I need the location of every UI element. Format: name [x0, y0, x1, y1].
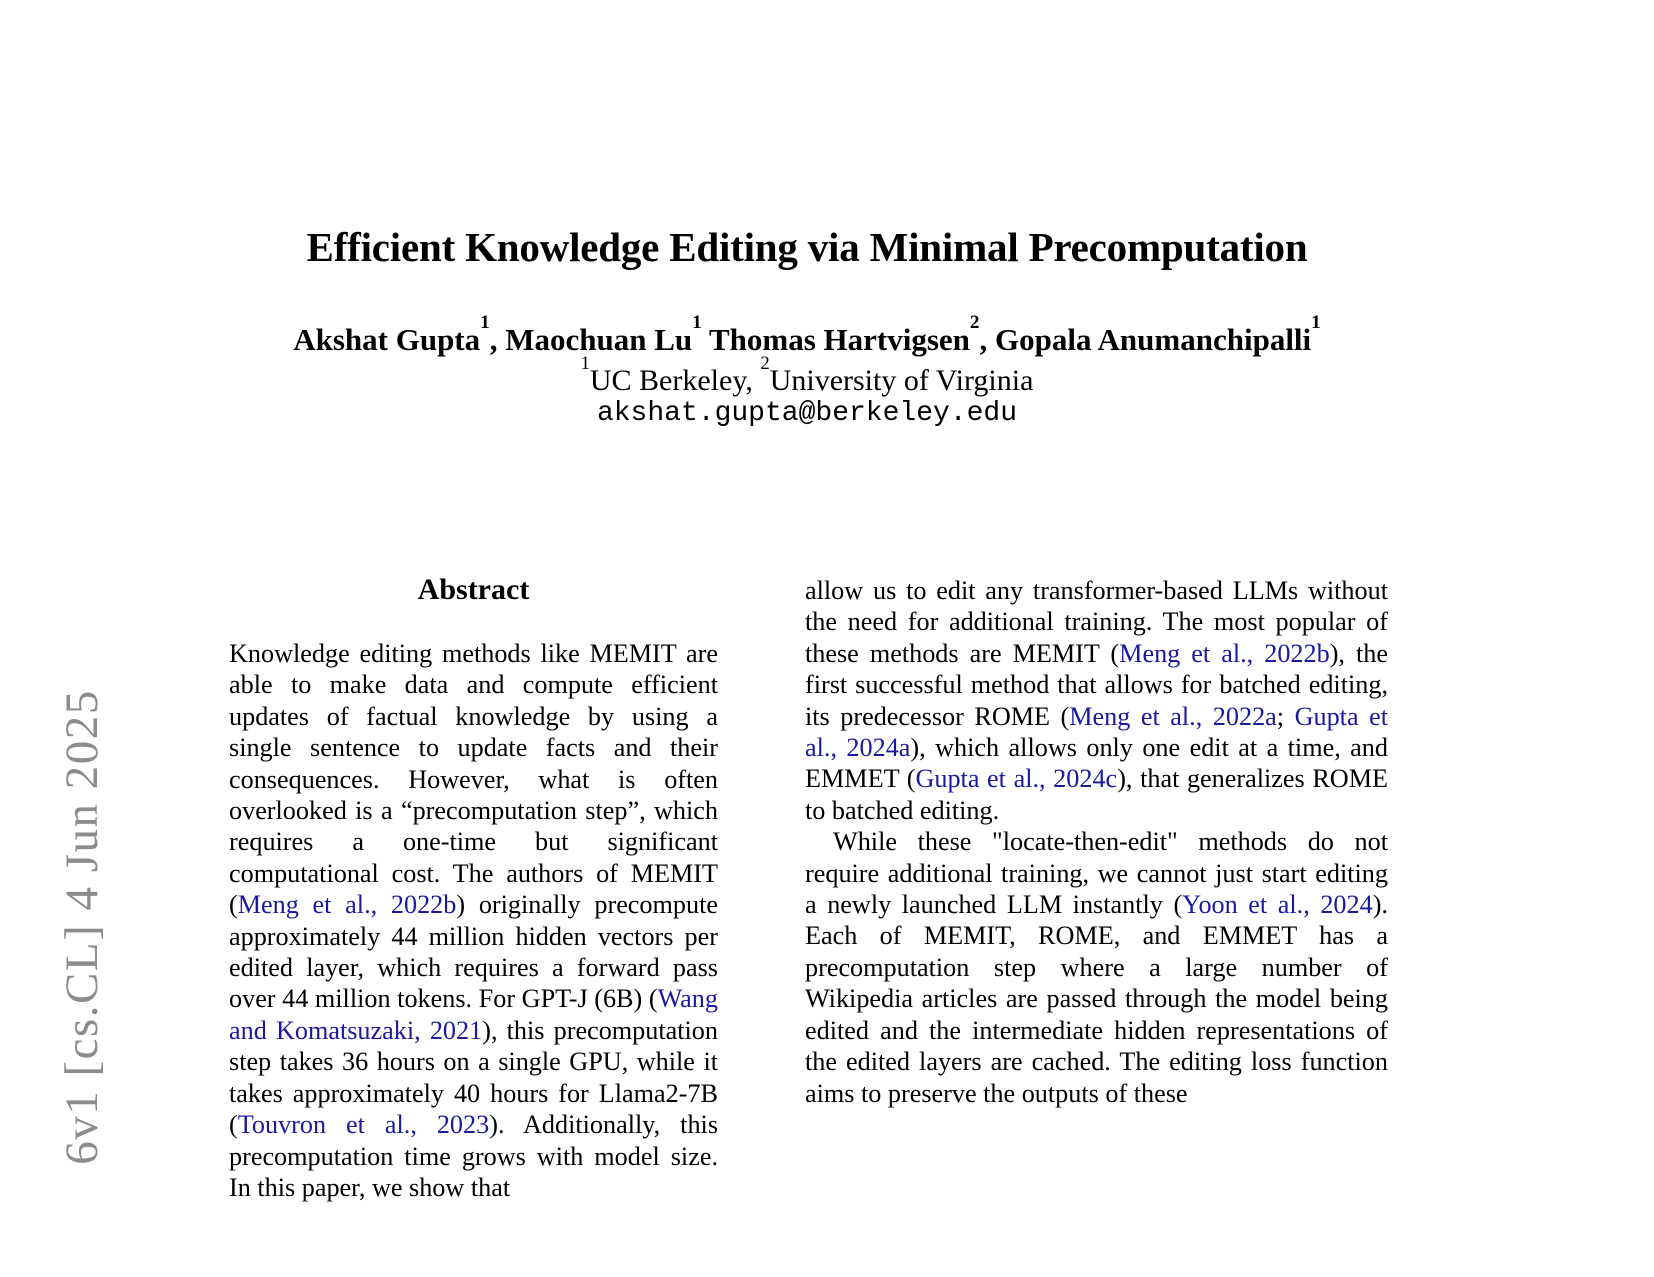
author-separator-2	[702, 322, 709, 357]
author-affiliation-marker-1: 1	[480, 312, 490, 334]
affiliation-marker-2: 2	[760, 352, 770, 374]
author-list	[227, 312, 1387, 360]
abstract-text-3: ), this precomputation step takes 36 hours on a single GPU, while it takes approximately 40 hours for Llama2-7B (	[229, 1015, 718, 1140]
intro-text-2: ), the first successful method that allows for batched editing, its predecessor ROME (	[805, 638, 1388, 731]
intro-paragraph-2	[805, 826, 1388, 1109]
abstract-text-1: Knowledge editing methods like MEMIT are able to make data and compute efficient updates of factual knowledge by using a single sentence to update facts and their consequences. However, what is often overlooked is a “precomputation step”, which requires a one-time but significant computational cost. The authors of MEMIT (	[229, 639, 718, 920]
intro2-text-1: While these "locate-then-edit" methods do not require additional training, we cannot just start editing a newly launched LLM instantly (	[805, 827, 1388, 920]
abstract-text-4: ). Additionally, this precomputation time grows with model size. In this paper, we show that	[229, 1110, 718, 1202]
citation-link-meng-2022b[interactable]: Meng et al., 2022b	[237, 890, 457, 920]
intro-paragraph-1	[805, 575, 1388, 826]
page-title: Efficient Knowledge Editing via Minimal Precomputation	[306, 224, 1308, 271]
citation-link-touvron-2023[interactable]: Touvron et al., 2023	[237, 1110, 490, 1140]
citation-link-gupta-2024c[interactable]: Gupta et al., 2024c	[915, 764, 1118, 794]
affiliation-list	[227, 352, 1387, 400]
author-name-4: Gopala Anumanchipalli	[995, 322, 1312, 357]
citation-link-meng-2022a[interactable]: Meng et al., 2022a	[1069, 701, 1277, 731]
author-name-2: Maochuan Lu	[505, 322, 693, 357]
author-name-1: Akshat Gupta	[293, 322, 481, 357]
author-affiliation-marker-3: 2	[969, 312, 980, 334]
contact-email[interactable]: akshat.gupta@berkeley.edu	[596, 398, 1018, 429]
citation-link-meng-2022b-intro[interactable]: Meng et al., 2022b	[1119, 638, 1330, 668]
left-column	[229, 575, 718, 1241]
citation-link-gupta-2024a[interactable]: Gupta et al., 2024a	[805, 701, 1388, 763]
intro-text-3: ;	[1276, 701, 1295, 731]
intro-text-1: allow us to edit any transformer-based LLMs without the need for additional training. The most popular of these methods are MEMIT (	[805, 576, 1388, 668]
author-name-3: Thomas Hartvigsen	[708, 322, 970, 357]
abstract-text-2: ) originally precompute approximately 44 million hidden vectors per edited layer, which requires a forward pass over 44 million tokens. For GPT-J (6B) (	[229, 890, 718, 1014]
intro2-text-2: ). Each of MEMIT, ROME, and EMMET has a precomputation step where a large number of Wikipedia articles are passed through the model being edited and the intermediate hidden representations of the edited layers are cached. The editing loss function aims to preserve the outputs of these	[805, 890, 1388, 1108]
affiliation-1: UC Berkeley,	[589, 364, 761, 397]
arxiv-identifier-stamp: 6v1 [cs.CL] 4 Jun 2025	[56, 689, 108, 1165]
abstract-paragraph	[229, 638, 718, 1203]
abstract-heading: Abstract	[417, 575, 530, 606]
citation-link-wang-komatsuzaki-2021[interactable]: Wang and Komatsuzaki, 2021	[229, 984, 718, 1045]
right-column	[805, 575, 1388, 1241]
affiliation-2: University of Virginia	[769, 364, 1034, 397]
author-affiliation-marker-4: 1	[1311, 312, 1321, 334]
author-separator-3: ,	[979, 322, 996, 357]
intro-text-5: ), that generalizes ROME to batched editing.	[805, 764, 1388, 825]
affiliation-marker-1: 1	[580, 352, 590, 374]
author-affiliation-marker-2: 1	[692, 312, 702, 334]
intro-text-4: ), which allows only one edit at a time, and EMMET (	[805, 733, 1388, 794]
author-separator-1: ,	[489, 322, 506, 357]
citation-link-yoon-2024[interactable]: Yoon et al., 2024	[1182, 890, 1373, 920]
